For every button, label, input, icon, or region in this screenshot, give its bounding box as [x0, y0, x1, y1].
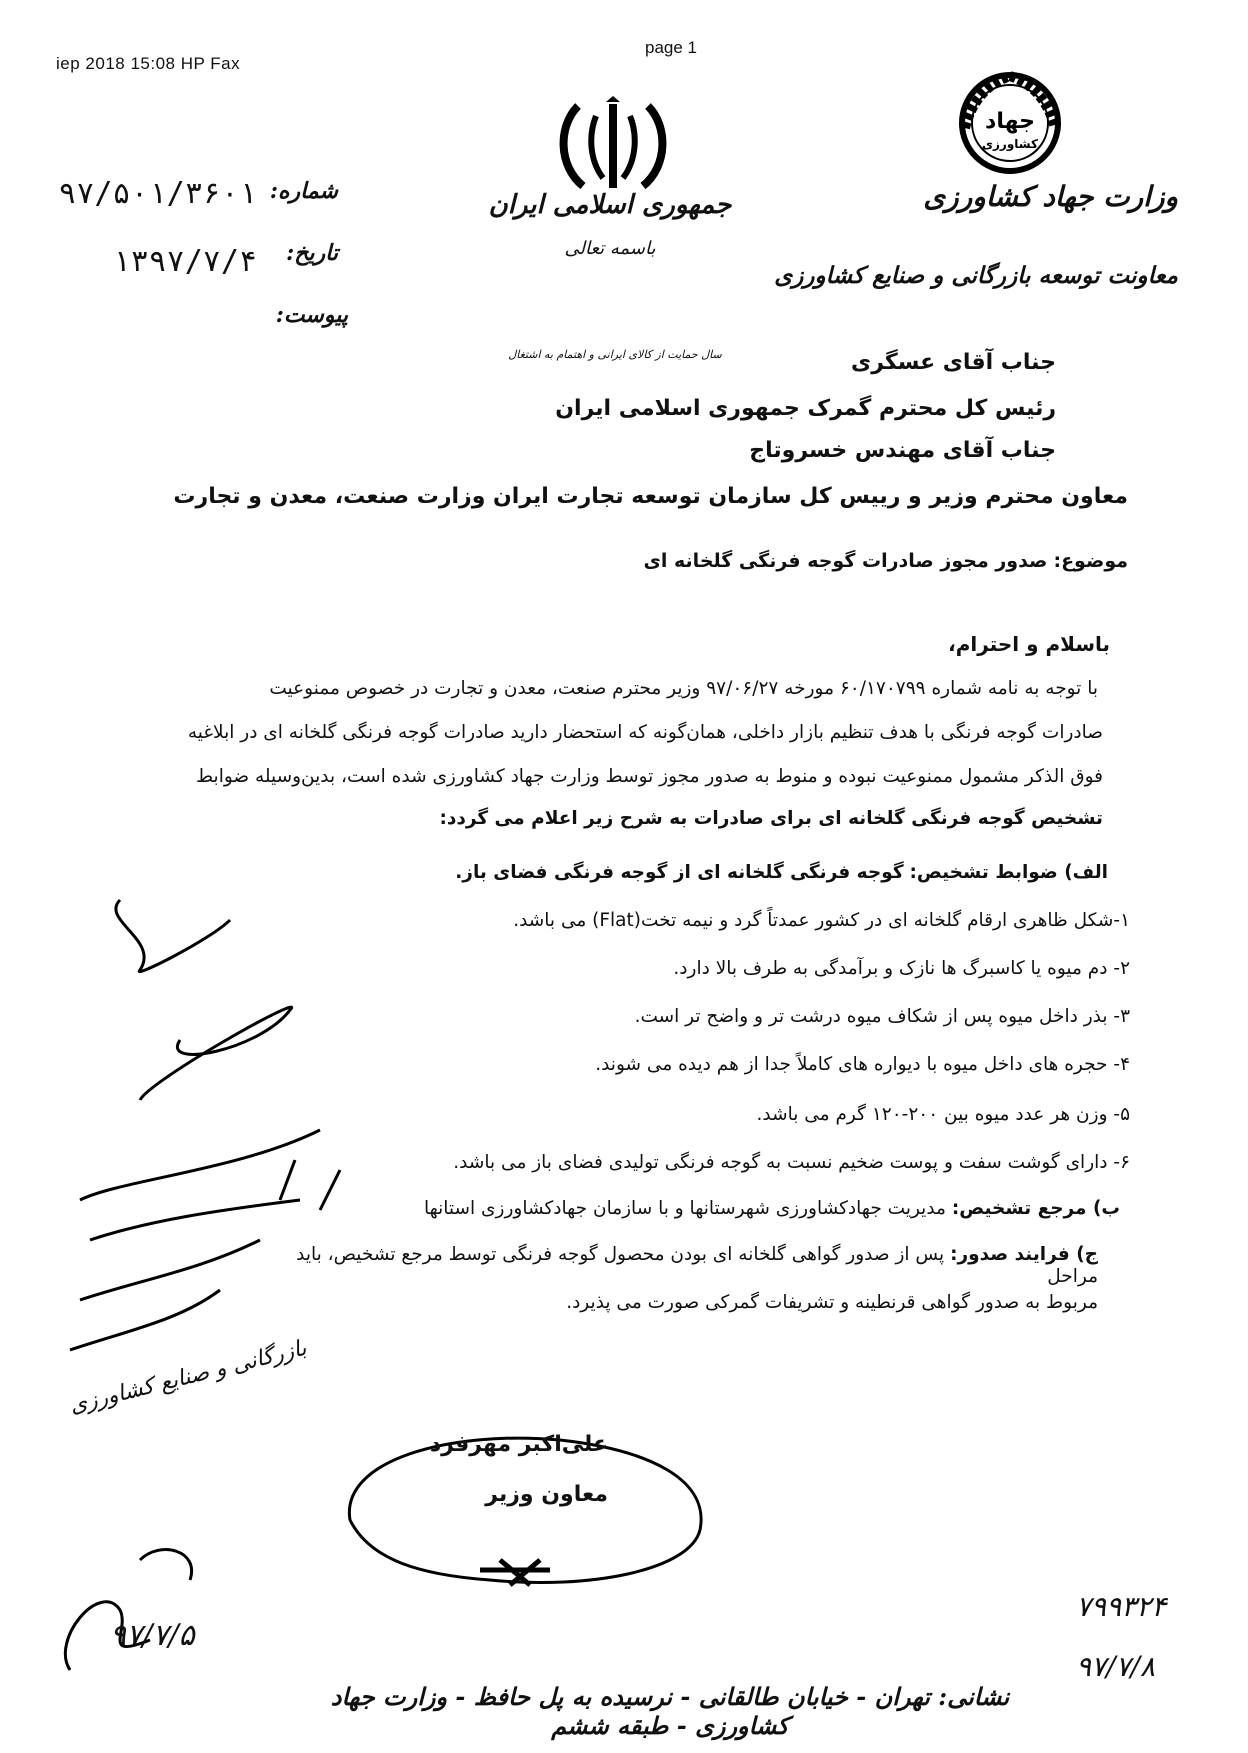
fax-page-number: page 1	[645, 38, 697, 57]
footer-address: نشانی: تهران - خیابان طالقانی - نرسیده به پل حافظ - وزارت جهاد کشاورزی - طبقه ششم	[330, 1682, 1010, 1740]
date-value: ۱۳۹۷/۷/۴	[112, 244, 257, 279]
criterion-4: ۴- حجره های داخل میوه با دیواره های کاملاً جدا از هم دیده می شوند.	[595, 1054, 1130, 1075]
number-value: ۹۷/۵۰۱/۳۶۰۱	[58, 176, 257, 211]
criterion-6: ۶- دارای گوشت سفت و پوست ضخیم نسبت به گوجه فرنگی تولیدی فضای باز می باشد.	[453, 1152, 1130, 1173]
section-b	[300, 1198, 1120, 1220]
section-a-heading	[388, 862, 1108, 884]
body-line-4: تشخیص گوجه فرنگی گلخانه ای برای صادرات به شرح زیر اعلام می گردد:	[439, 808, 1103, 829]
body-line-3: فوق الذکر مشمول ممنوعیت نبوده و منوط به صدور مجوز توسط وزارت جهاد کشاورزی شده است، بدین‌وسیله ضوابط	[195, 766, 1103, 787]
deputy-title: معاونت توسعه بازرگانی و صنایع کشاورزی	[774, 262, 1178, 289]
section-a-label: الف) ضوابط تشخیص:	[909, 862, 1108, 883]
received-date: ۹۷/۷/۸	[1076, 1650, 1156, 1683]
recipient-1: جناب آقای عسگری	[851, 350, 1056, 375]
body-line-1: با توجه به نامه شماره ۶۰/۱۷۰۷۹۹ مورخه ۹۷/۰۶/۲۷ وزیر محترم صنعت، معدن و تجارت در خصوص ممنوعیت	[269, 678, 1098, 699]
signer-title: معاون وزیر	[485, 1482, 608, 1507]
section-c-line-1	[278, 1244, 1098, 1288]
section-a-rest: گوجه فرنگی گلخانه ای از گوجه فرنگی فضای باز.	[455, 862, 904, 883]
recipient-1-title: رئیس کل محترم گمرک جمهوری اسلامی ایران	[555, 396, 1056, 421]
recipient-2: جناب آقای مهندس خسروتاج	[749, 438, 1056, 463]
criterion-3: ۳- بذر داخل میوه پس از شکاف میوه درشت تر و واضح تر است.	[634, 1006, 1130, 1027]
attachment-label: پیوست:	[275, 302, 348, 328]
section-c-text-1: پس از صدور گواهی گلخانه ای بودن محصول گوجه فرنگی توسط مرجع تشخیص، باید مراحل	[296, 1244, 1098, 1288]
svg-text:جهاد: جهاد	[985, 109, 1035, 134]
date-label: تاریخ:	[286, 240, 338, 266]
bismillah: باسمه تعالی	[564, 238, 656, 259]
section-b-label: ب) مرجع تشخیص:	[951, 1198, 1120, 1219]
greeting: باسلام و احترام،	[948, 632, 1110, 656]
year-motto: سال حمایت از کالای ایرانی و اهتمام به اشتغال	[508, 348, 722, 361]
recipient-2-title: معاون محترم وزیر و رییس کل سازمان توسعه تجارت ایران وزارت صنعت، معدن و تجارت	[173, 484, 1128, 509]
bottom-initials-icon	[40, 1520, 300, 1680]
section-c-label: ج) فرایند صدور:	[950, 1244, 1098, 1265]
body-line-2: صادرات گوجه فرنگی با هدف تنظیم بازار داخلی، همان‌گونه که استحضار دارید صادرات گوجه فرنگی گلخانه ای در ابلاغیه	[187, 722, 1103, 743]
criterion-2: ۲- دم میوه یا کاسبرگ ها نازک و برآمدگی به طرف بالا دارد.	[673, 958, 1130, 979]
subject-label: موضوع:	[1053, 550, 1128, 572]
ministry-title: وزارت جهاد کشاورزی	[923, 180, 1178, 213]
number-label: شماره:	[269, 178, 338, 204]
subject-line	[328, 550, 1128, 572]
svg-text:کشاورزی: کشاورزی	[982, 137, 1038, 151]
iran-emblem-icon	[548, 96, 678, 196]
section-b-text: مدیریت جهادکشاورزی شهرستانها و با سازمان جهادکشاورزی استانها	[423, 1198, 946, 1219]
logo-emblem-icon	[955, 68, 1065, 178]
received-number: ۷۹۹۳۲۴	[1076, 1590, 1167, 1623]
fax-timestamp: iep 2018 15:08 HP Fax	[56, 54, 241, 73]
handwritten-department-note: بازرگانی و صنایع کشاورزی	[67, 1335, 310, 1419]
signer-name: علی‌اکبر مهرفرد	[429, 1432, 608, 1457]
jahad-keshavarzi-logo	[955, 68, 1065, 178]
criterion-5: ۵- وزن هر عدد میوه بین ۲۰۰-۱۲۰ گرم می باشد.	[756, 1104, 1130, 1125]
section-c-line-2: مربوط به صدور گواهی قرنطینه و تشریفات گمرکی صورت می پذیرد.	[566, 1292, 1098, 1313]
subject-text: صدور مجوز صادرات گوجه فرنگی گلخانه ای	[643, 550, 1048, 572]
criterion-1: ۱-شکل ظاهری ارقام گلخانه ای در کشور عمدتاً گرد و نیمه تخت(Flat) می باشد.	[513, 910, 1130, 931]
handwritten-date: ۹۷/۷/۵	[110, 1618, 195, 1653]
republic-title: جمهوری اسلامی ایران	[488, 190, 732, 220]
